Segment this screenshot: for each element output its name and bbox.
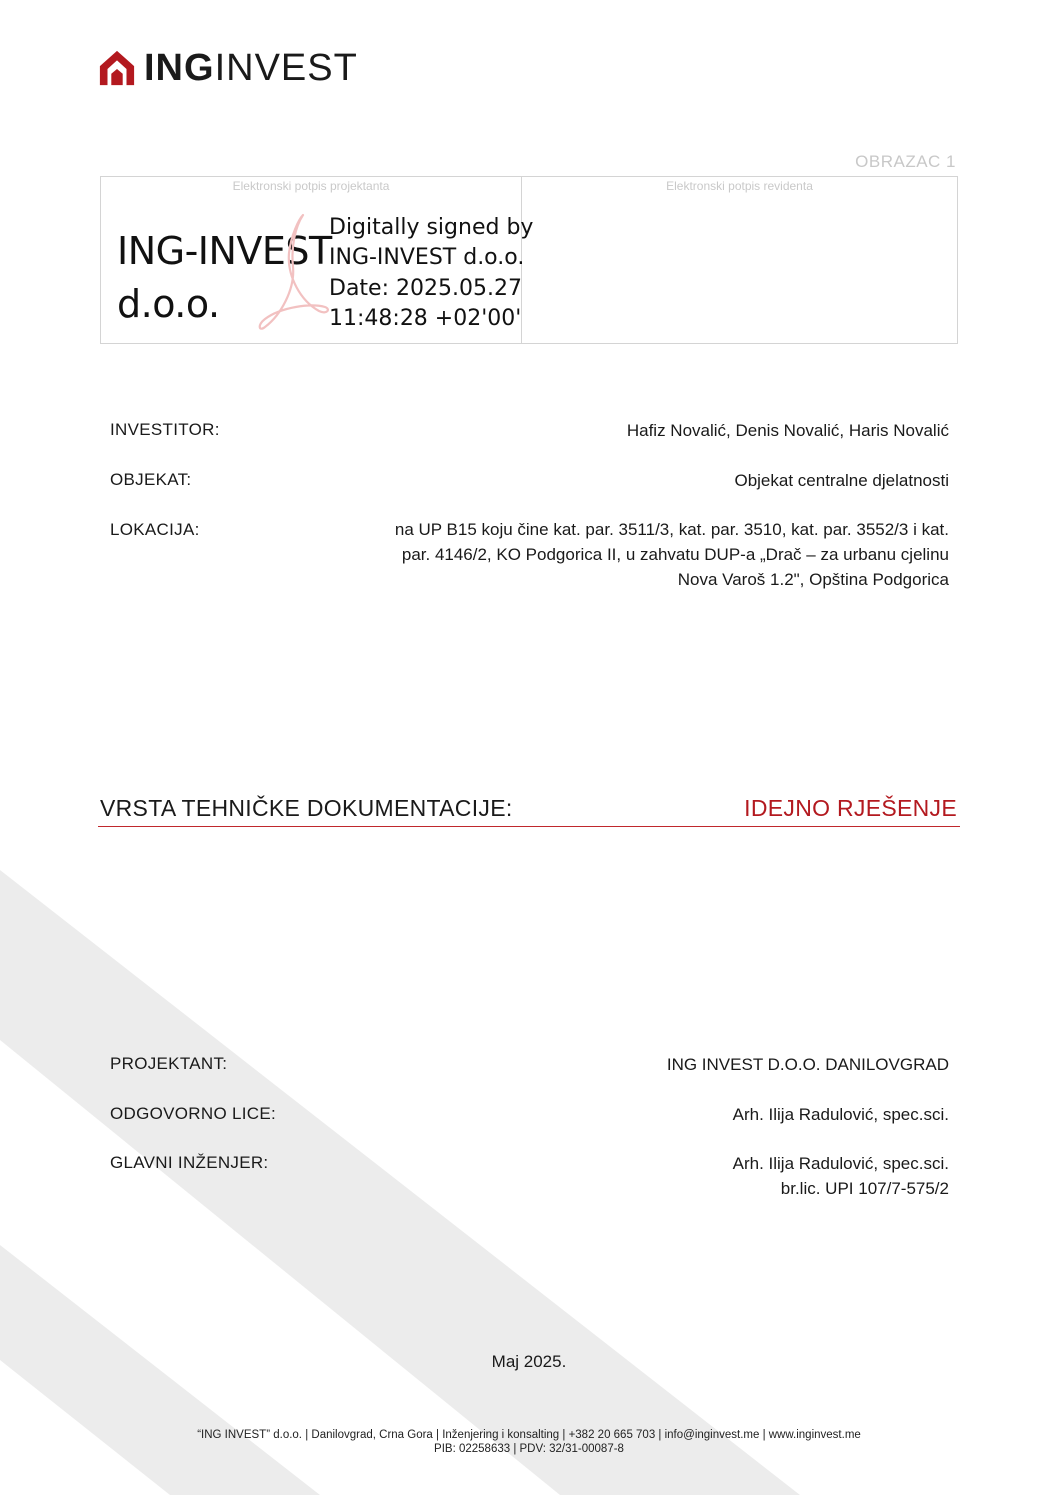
chief-engineer-name: Arh. Ilija Radulović, spec.sci. [732, 1154, 949, 1173]
designer-signature-cell[interactable] [101, 177, 534, 343]
company-logo [98, 46, 358, 90]
investor-label: INVESTITOR: [110, 420, 220, 439]
documentation-type-label: VRSTA TEHNIČKE DOKUMENTACIJE: [100, 795, 513, 821]
logo-text-bold: ING [144, 47, 215, 89]
logo-text-light: INVEST [214, 47, 358, 89]
object-label: OBJEKAT: [110, 470, 192, 489]
inginvest-logo-mark-icon [98, 48, 136, 88]
page-footer [0, 1428, 1058, 1456]
chief-engineer-label: GLAVNI INŽENJER: [110, 1153, 269, 1172]
chief-engineer-value [733, 1151, 949, 1201]
location-line3: Nova Varoš 1.2", Opština Podgorica [677, 570, 949, 589]
digital-signature-details [329, 213, 533, 334]
chief-engineer-license: br.lic. UPI 107/7-575/2 [780, 1179, 949, 1198]
signature-detail-line3: Date: 2025.05.27 [329, 275, 522, 301]
responsible-person-value: Arh. Ilija Radulović, spec.sci. [732, 1105, 949, 1124]
designer-value: ING INVEST D.O.O. DANILOVGRAD [666, 1055, 949, 1074]
logo-wordmark [144, 49, 358, 87]
acrobat-signature-icon [251, 207, 331, 337]
signature-detail-line1: Digitally signed by [329, 215, 534, 240]
designer-signature-caption: Elektronski potpis projektanta [232, 179, 390, 193]
documentation-type-value: IDEJNO RJEŠENJE [744, 795, 957, 821]
signature-detail-line2: ING-INVEST d.o.o. [329, 245, 525, 271]
responsible-person-label: ODGOVORNO LICE: [110, 1104, 277, 1123]
form-number-label: OBRAZAC 1 [855, 152, 956, 171]
signer-name-line1: ING-INVEST [117, 229, 332, 273]
reviewer-signature-caption: Elektronski potpis revidenta [666, 179, 813, 193]
document-date: Maj 2025. [491, 1352, 567, 1371]
location-label: LOKACIJA: [110, 520, 200, 539]
footer-contact-line: “ING INVEST” d.o.o. | Danilovgrad, Crna Gora | Inženjering i konsalting | +382 20 665 703 | info@inginvest.me | www.inginvest.me [197, 1429, 861, 1441]
documentation-type-divider [98, 826, 960, 827]
location-line1: na UP B15 koju čine kat. par. 3511/3, kat. par. 3510, kat. par. 3552/3 i kat. [394, 520, 949, 539]
signer-name-line2: d.o.o. [117, 282, 220, 327]
signature-table [100, 176, 958, 344]
reviewer-signature-cell[interactable] [522, 177, 957, 343]
investor-value: Hafiz Novalić, Denis Novalić, Haris Novalić [626, 421, 949, 440]
object-value: Objekat centralne djelatnosti [734, 471, 949, 490]
location-value [395, 517, 949, 592]
designer-label: PROJEKTANT: [110, 1054, 228, 1073]
location-line2: par. 4146/2, KO Podgorica II, u zahvatu DUP-a „Drač – za urbanu cjelinu [401, 545, 949, 564]
footer-tax-line: PIB: 02258633 | PDV: 32/31-00087-8 [434, 1443, 624, 1455]
signature-detail-line4: 11:48:28 +02'00' [329, 306, 522, 332]
